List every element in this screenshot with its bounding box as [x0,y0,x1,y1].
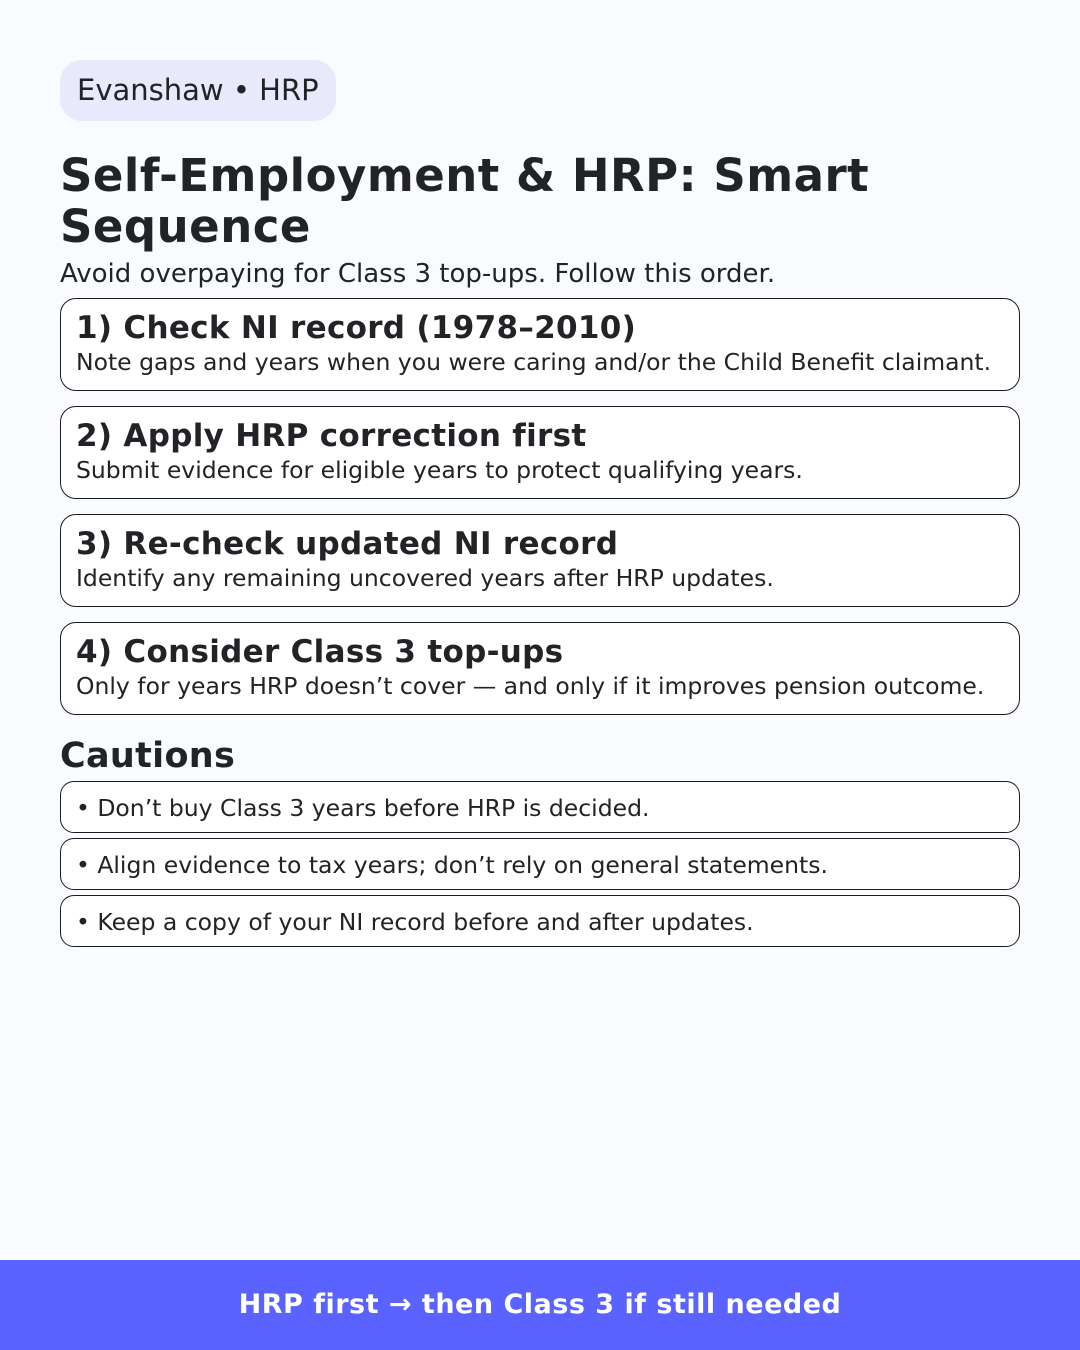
caution-item: • Keep a copy of your NI record before and after updates. [60,895,1020,947]
brand-badge: Evanshaw • HRP [60,60,336,121]
cautions-list [60,781,1020,947]
footer-banner: HRP first → then Class 3 if still needed [0,1260,1080,1350]
step-description: Note gaps and years when you were caring and/or the Child Benefit claimant. [76,348,992,376]
caution-item: • Don’t buy Class 3 years before HRP is decided. [60,781,1020,833]
main-content [60,60,1020,952]
caution-item: • Align evidence to tax years; don’t rely on general statements. [60,838,1020,890]
step-description: Identify any remaining uncovered years after HRP updates. [76,564,774,592]
step-card-2 [60,406,1020,499]
step-description: Only for years HRP doesn’t cover — and only if it improves pension outcome. [76,672,985,700]
page-subtitle: Avoid overpaying for Class 3 top-ups. Follow this order. [60,259,776,289]
step-card-3 [60,514,1020,607]
step-title: 3) Re-check updated NI record [76,526,619,562]
step-title: 4) Consider Class 3 top-ups [76,634,564,670]
step-card-4 [60,622,1020,715]
steps-list [60,298,1020,715]
cautions-heading: Cautions [60,736,236,776]
page-title: Self-Employment & HRP: Smart Sequence [60,149,870,253]
step-description: Submit evidence for eligible years to protect qualifying years. [76,456,803,484]
step-title: 2) Apply HRP correction first [76,418,587,454]
step-card-1 [60,298,1020,391]
step-title: 1) Check NI record (1978–2010) [76,310,637,346]
